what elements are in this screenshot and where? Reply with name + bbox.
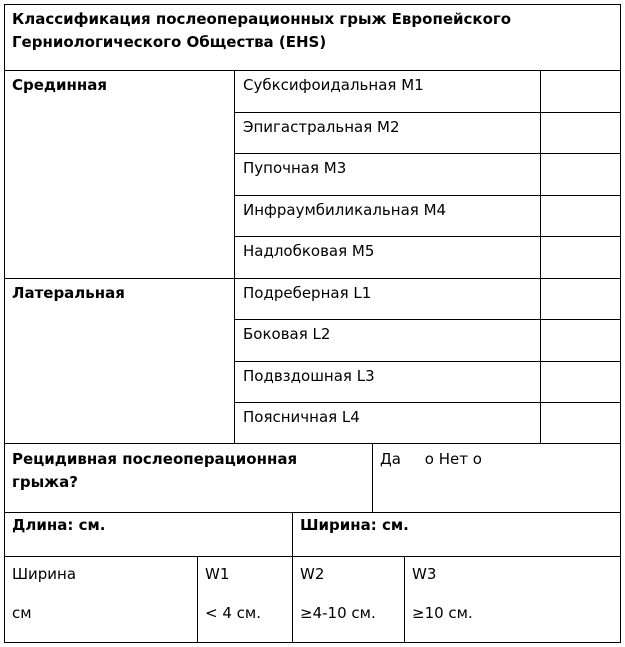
row-divider <box>234 319 621 320</box>
width-class-unit: см <box>12 604 32 622</box>
lateral-label: Латеральная <box>12 284 125 302</box>
median-item-m1: Субксифоидальная M1 <box>243 76 424 94</box>
row-divider <box>234 236 621 237</box>
median-item-m4: Инфраумбиликальная M4 <box>243 201 447 219</box>
size-column-divider <box>292 512 293 556</box>
category-column-divider <box>234 70 235 443</box>
table-title: Классификация послеоперационных грыж Европейского Герниологического Общества (EHS) <box>12 10 512 51</box>
lateral-item-l1: Подреберная L1 <box>243 284 372 302</box>
recurrent-question: Рецидивная послеоперационная грыжа? <box>12 450 298 491</box>
length-label: Длина: см. <box>12 516 106 534</box>
lateral-item-l3: Подвздошная L3 <box>243 367 375 385</box>
recurrent-column-divider <box>372 443 373 512</box>
row-divider <box>234 112 621 113</box>
border-left <box>4 4 5 643</box>
row-divider <box>234 402 621 403</box>
row-divider <box>234 361 621 362</box>
w1-column-divider <box>197 556 198 642</box>
w2-label: W2 <box>300 565 325 583</box>
checkbox-column-divider <box>540 70 541 443</box>
median-item-m5: Надлобковая M5 <box>243 242 375 260</box>
w3-value: ≥10 см. <box>412 604 473 622</box>
median-item-m3: Пупочная M3 <box>243 159 347 177</box>
lateral-item-l4: Поясничная L4 <box>243 408 360 426</box>
w1-label: W1 <box>205 565 230 583</box>
width-class-header: Ширина <box>12 565 77 583</box>
row-divider <box>234 153 621 154</box>
w2-column-divider <box>292 556 293 642</box>
recurrent-answer-options: Да о Нет о <box>380 450 482 468</box>
border-right <box>620 4 621 643</box>
width-label: Ширина: см. <box>300 516 409 534</box>
w3-column-divider <box>404 556 405 642</box>
median-label: Срединная <box>12 76 108 94</box>
row-divider <box>234 195 621 196</box>
median-item-m2: Эпигастральная M2 <box>243 118 400 136</box>
border-bottom <box>4 642 621 643</box>
median-lateral-divider <box>4 278 621 279</box>
recurrent-size-divider <box>4 512 621 513</box>
border-top <box>4 4 621 5</box>
lateral-item-l2: Боковая L2 <box>243 325 331 343</box>
w1-value: < 4 см. <box>205 604 261 622</box>
w2-value: ≥4-10 см. <box>300 604 376 622</box>
title-divider <box>4 70 621 71</box>
size-width-divider <box>4 556 621 557</box>
lateral-recurrent-divider <box>4 443 621 444</box>
w3-label: W3 <box>412 565 437 583</box>
